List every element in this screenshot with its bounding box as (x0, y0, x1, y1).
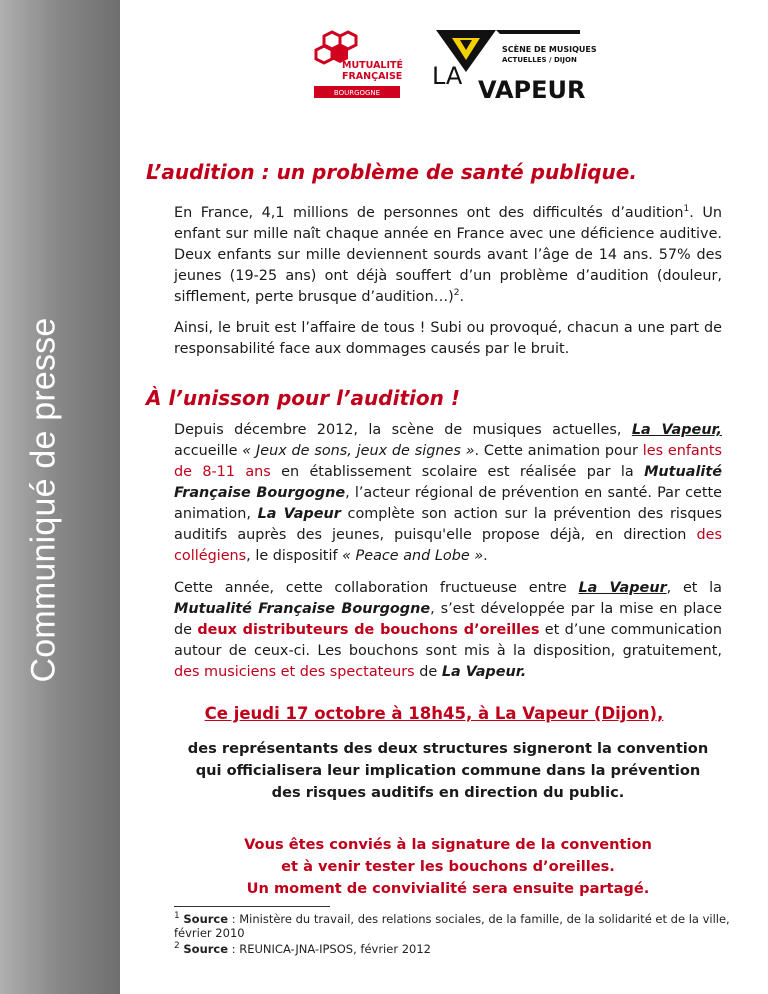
footnote-ref-2: 2 (453, 288, 460, 299)
representatives-statement: des représentants des deux structures signeront la convention qui officialisera leur implication commune dans la prévention des risques auditifs en direction du public. (187, 740, 709, 801)
event-announcement: Ce jeudi 17 octobre à 18h45, à La Vapeur (Dijon), (204, 704, 664, 723)
paragraph-history: Depuis décembre 2012, la scène de musiques actuelles, La Vapeur, accueille « Jeux de sons, jeux de signes ». Cette animation pour les enfants de 8-11 ans en établissement scolaire est réalisée par la Mutualité Française Bourgogne, l’acteur régional de prévention en santé. Par cette animation, La Vapeur complète son action sur la prévention des risques auditifs auprès des jeunes, puisqu'elle propose déjà, en direction des collégiens, le dispositif « Peace and Lobe ». (174, 422, 723, 564)
section-heading-audition: L’audition : un problème de santé publique. (146, 160, 637, 184)
paragraph-statistics: En France, 4,1 millions de personnes ont des difficultés d’audition$^1$. Un enfant sur mille naît chaque année en France avec une déficience auditive. Deux enfants sur mille deviennent sourds avant l’âge de 14 ans. 57% des jeunes (19-25 ans) ont déjà souffert d’un problème d’audition (douleur, sifflement, perte brusque d’audition…)$^2$. (174, 204, 722, 305)
invitation-text: Vous êtes conviés à la signature de la convention et à venir tester les bouchons d’oreilles. Un moment de convivialité sera ensuite partagé. (244, 836, 652, 897)
footnote-ref-1: 1 (683, 204, 690, 215)
svg-text:BOURGOGNE: BOURGOGNE (333, 89, 381, 97)
mutualite-francaise-logo (312, 28, 402, 100)
svg-text:LA: LA (432, 62, 463, 90)
la-vapeur-logo (430, 26, 597, 104)
footnote-1: $^1$ Source : Ministère du travail, des relations sociales, de la famille, de la solidarité et de la ville, février 2010 (174, 911, 730, 940)
svg-text:ACTUELLES / DIJON: ACTUELLES / DIJON (502, 56, 577, 64)
sidebar-band (0, 0, 120, 994)
svg-text:FRANÇAISE: FRANÇAISE (342, 71, 403, 82)
footnote-2: $^2$ Source : REUNICA-JNA-IPSOS, février 2012 (174, 941, 431, 956)
svg-text:MUTUALITÉ: MUTUALITÉ (342, 60, 403, 71)
svg-text:VAPEUR: VAPEUR (478, 76, 586, 104)
svg-text:SCÈNE DE MUSIQUES: SCÈNE DE MUSIQUES (502, 45, 597, 54)
footnote-divider (174, 906, 330, 907)
section-heading-unisson: À l’unisson pour l’audition ! (146, 386, 460, 410)
sidebar-label: Communiqué de presse (24, 317, 63, 683)
paragraph-responsibility: Ainsi, le bruit est l’affaire de tous ! Subi ou provoqué, chacun a une part de responsabilité face aux dommages causés par le bruit. (174, 320, 722, 357)
paragraph-collaboration: Cette année, cette collaboration fructueuse entre La Vapeur, et la Mutualité Française Bourgogne, s’est développée par la mise en place de deux distributeurs de bouchons d’oreilles et d’une communication autour de ceux-ci. Les bouchons sont mis à la disposition, gratuitement, des musiciens et des spectateurs de La Vapeur. (174, 580, 722, 680)
